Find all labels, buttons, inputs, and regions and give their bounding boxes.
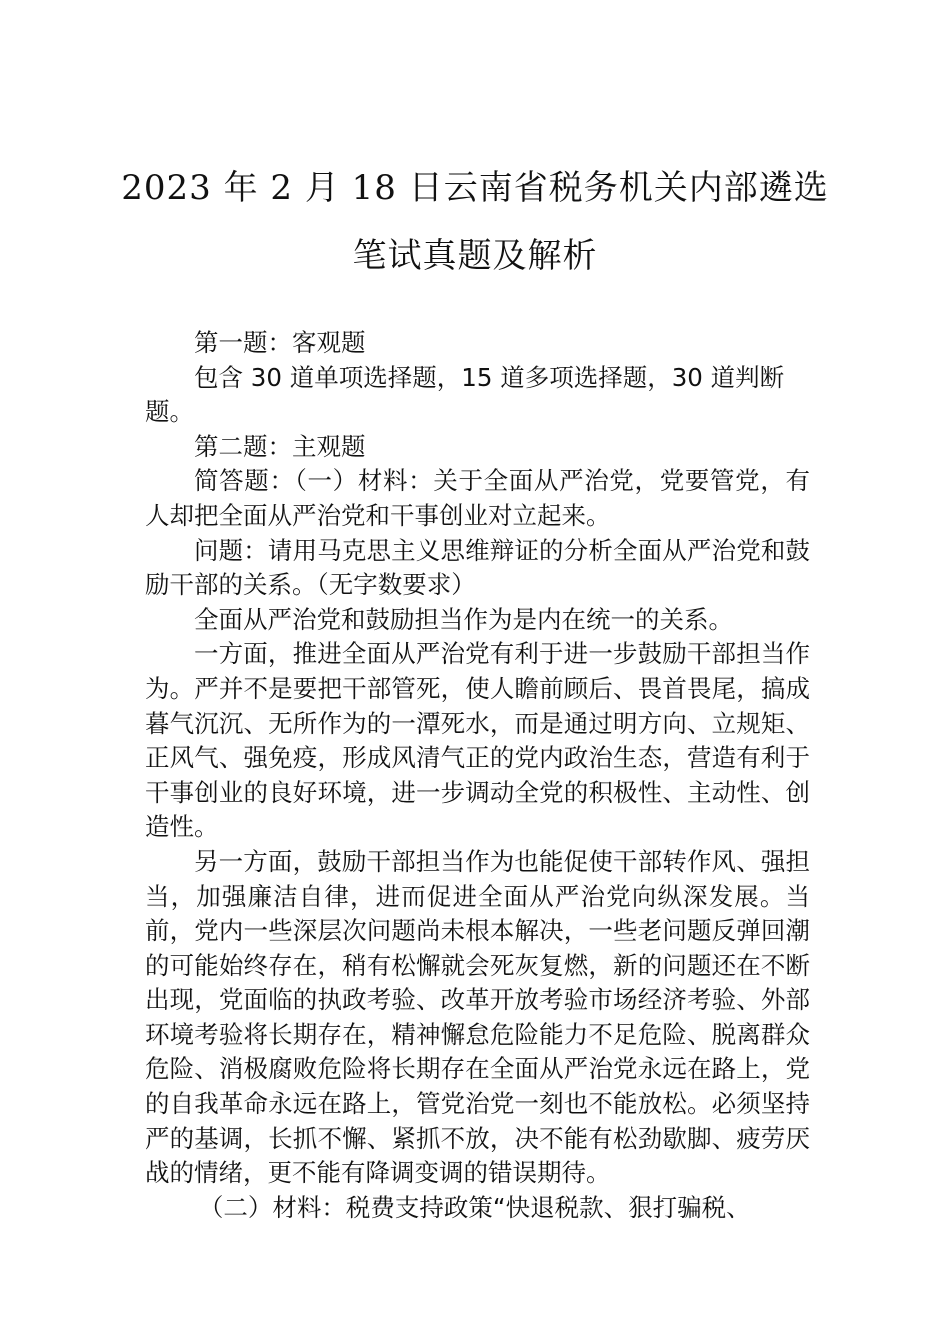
answer-thesis: 全面从严治党和鼓励担当作为是内在统一的关系。 (194, 604, 733, 634)
section-heading-objective: 第一题：客观题 (194, 328, 366, 357)
answer-paragraph-1: 一方面，推进全面从严治党有利于进一步鼓励干部担当作为。严并不是要把干部管死，使人瞻前顾后、畏首畏尾，搞成暮气沉沉、无所作为的一潭死水，而是通过明方向、立规矩、正风气、强免疫，形成风清气正的党内政治生态，营造有利于干事创业的良好环境，进一步调动全党的积极性、主动性、创造性。 (145, 639, 810, 842)
document-title-line1: 2023 年 2 月 18 日云南省税务机关内部遴选 (121, 168, 829, 208)
document-body (145, 326, 810, 1225)
question-material-2: （二）材料：税费支持政策“快退税款、狠打骗税、 (198, 1192, 751, 1222)
question-prompt-1: 问题：请用马克思主义思维辩证的分析全面从严治党和鼓励干部的关系。（无字数要求） (145, 535, 810, 600)
section-heading-subjective: 第二题：主观题 (194, 431, 366, 461)
objective-description: 包含 30 道单项选择题，15 道多项选择题，30 道判断题。 (145, 362, 785, 427)
answer-paragraph-2: 另一方面，鼓励干部担当作为也能促使干部转作风、强担当，加强廉洁自律，进而促进全面从严治党向纵深发展。当前，党内一些深层次问题尚未根本解决，一些老问题反弹回潮的可能始终存在，稍有松懈就会死灰复燃，新的问题还在不断出现，党面临的执政考验、改革开放考验市场经济考验、外部环境考验将长期存在，精神懈怠危险能力不足危险、脱离群众危险、消极腐败危险将长期存在全面从严治党永远在路上，党的自我革命永远在路上，管党治党一刻也不能放松。必须坚持严的基调，长抓不懈、紧抓不放，决不能有松劲歇脚、疲劳厌战的情绪，更不能有降调变调的错误期待。 (145, 846, 810, 1188)
document-title-line2: 笔试真题及解析 (352, 236, 598, 276)
question-material-1: 简答题：（一）材料：关于全面从严治党，党要管党，有人却把全面从严治党和干事创业对立起来。 (145, 466, 810, 530)
